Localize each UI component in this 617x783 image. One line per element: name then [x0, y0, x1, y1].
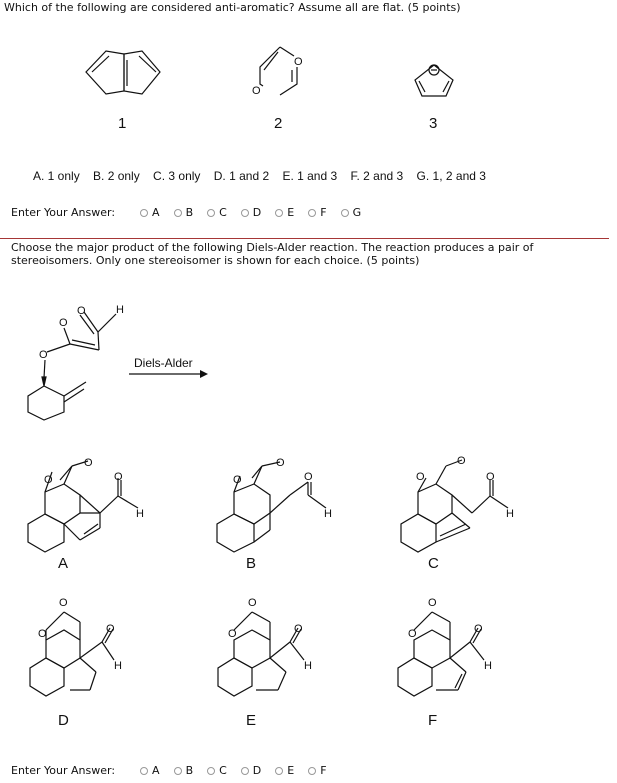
structure-1-label: 1 — [118, 115, 127, 132]
radio-circle[interactable] — [140, 767, 148, 775]
q2-option-d[interactable]: D — [241, 764, 261, 777]
radio-circle[interactable] — [308, 767, 316, 775]
reactant-aldehyde-oxygen: O — [77, 305, 86, 317]
product-e-structure — [218, 612, 304, 696]
product-d-label: D — [58, 712, 69, 729]
q1-option-c[interactable]: C — [207, 206, 227, 219]
product-f-aldehyde-oxygen: O — [474, 623, 483, 635]
product-a-carbonyl-oxygen: O — [84, 457, 93, 469]
radio-circle[interactable] — [174, 767, 182, 775]
structure-2-label: 2 — [274, 115, 283, 132]
question-2-answer-label: Enter Your Answer: — [11, 764, 116, 777]
product-d-structure — [30, 612, 114, 696]
radio-circle[interactable] — [207, 767, 215, 775]
question-1-answer-label: Enter Your Answer: — [11, 206, 116, 219]
question-2-answer-row — [11, 764, 341, 777]
product-b-ring-oxygen: O — [233, 474, 242, 486]
q1-option-b[interactable]: B — [174, 206, 194, 219]
reactant-ester-oxygen: O — [39, 349, 48, 361]
q1-option-d[interactable]: D — [241, 206, 261, 219]
product-a-aldehyde-hydrogen: H — [136, 508, 144, 520]
product-b-label: B — [246, 555, 257, 572]
product-e-aldehyde-oxygen: O — [294, 623, 303, 635]
product-c-aldehyde-oxygen: O — [486, 471, 495, 483]
dioxin-oxygen-2: O — [252, 85, 261, 97]
q2-option-e[interactable]: E — [275, 764, 294, 777]
product-c-ring-oxygen: O — [416, 471, 425, 483]
product-b-aldehyde-oxygen: O — [304, 471, 313, 483]
product-e-aldehyde-hydrogen: H — [304, 660, 312, 672]
reactant-aldehyde-hydrogen: H — [116, 304, 124, 316]
q2-option-b[interactable]: B — [174, 764, 194, 777]
q2-option-a[interactable]: A — [140, 764, 160, 777]
product-a-ring-oxygen: O — [44, 474, 53, 486]
product-f-aldehyde-hydrogen: H — [484, 660, 492, 672]
product-d-aldehyde-oxygen: O — [106, 623, 115, 635]
q1-option-f[interactable]: F — [308, 206, 326, 219]
product-d-aldehyde-hydrogen: H — [114, 660, 122, 672]
radio-circle[interactable] — [241, 767, 249, 775]
q1-option-a[interactable]: A — [140, 206, 160, 219]
product-b-aldehyde-hydrogen: H — [324, 508, 332, 520]
product-c-label: C — [428, 555, 439, 572]
dioxin-oxygen-1: O — [294, 56, 303, 68]
product-e-carbonyl-oxygen: O — [248, 597, 257, 609]
product-b-carbonyl-oxygen: O — [276, 457, 285, 469]
question-1-prompt: Which of the following are considered anti-aromatic? Assume all are flat. (5 points) — [4, 1, 461, 14]
reaction-label: Diels-Alder — [134, 356, 193, 370]
question-2-prompt-line2: stereoisomers. Only one stereoisomer is shown for each choice. (5 points) — [11, 254, 420, 267]
product-f-ring-oxygen: O — [408, 628, 417, 640]
product-e-ring-oxygen: O — [228, 628, 237, 640]
radio-circle[interactable] — [275, 767, 283, 775]
product-c-aldehyde-hydrogen: H — [506, 508, 514, 520]
question-1-choices: A. 1 only B. 2 only C. 3 only D. 1 and 2 E. 1 and 3 F. 2 and 3 G. 1, 2 and 3 — [33, 169, 486, 183]
product-a-aldehyde-oxygen: O — [114, 471, 123, 483]
question-2-prompt-line1: Choose the major product of the following Diels-Alder reaction. The reaction produces a pair of — [11, 241, 534, 254]
q2-option-f[interactable]: F — [308, 764, 326, 777]
q1-option-g[interactable]: G — [341, 206, 362, 219]
reactant-carbonyl-oxygen: O — [59, 317, 68, 329]
structure-3-label: 3 — [429, 115, 438, 132]
product-f-structure — [398, 612, 484, 696]
product-d-carbonyl-oxygen: O — [59, 597, 68, 609]
product-f-carbonyl-oxygen: O — [428, 597, 437, 609]
product-f-label: F — [428, 712, 438, 729]
q2-option-c[interactable]: C — [207, 764, 227, 777]
product-a-label: A — [58, 555, 69, 572]
q1-option-e[interactable]: E — [275, 206, 294, 219]
product-d-ring-oxygen: O — [38, 628, 47, 640]
product-e-label: E — [246, 712, 257, 729]
product-c-carbonyl-oxygen: O — [457, 455, 466, 467]
